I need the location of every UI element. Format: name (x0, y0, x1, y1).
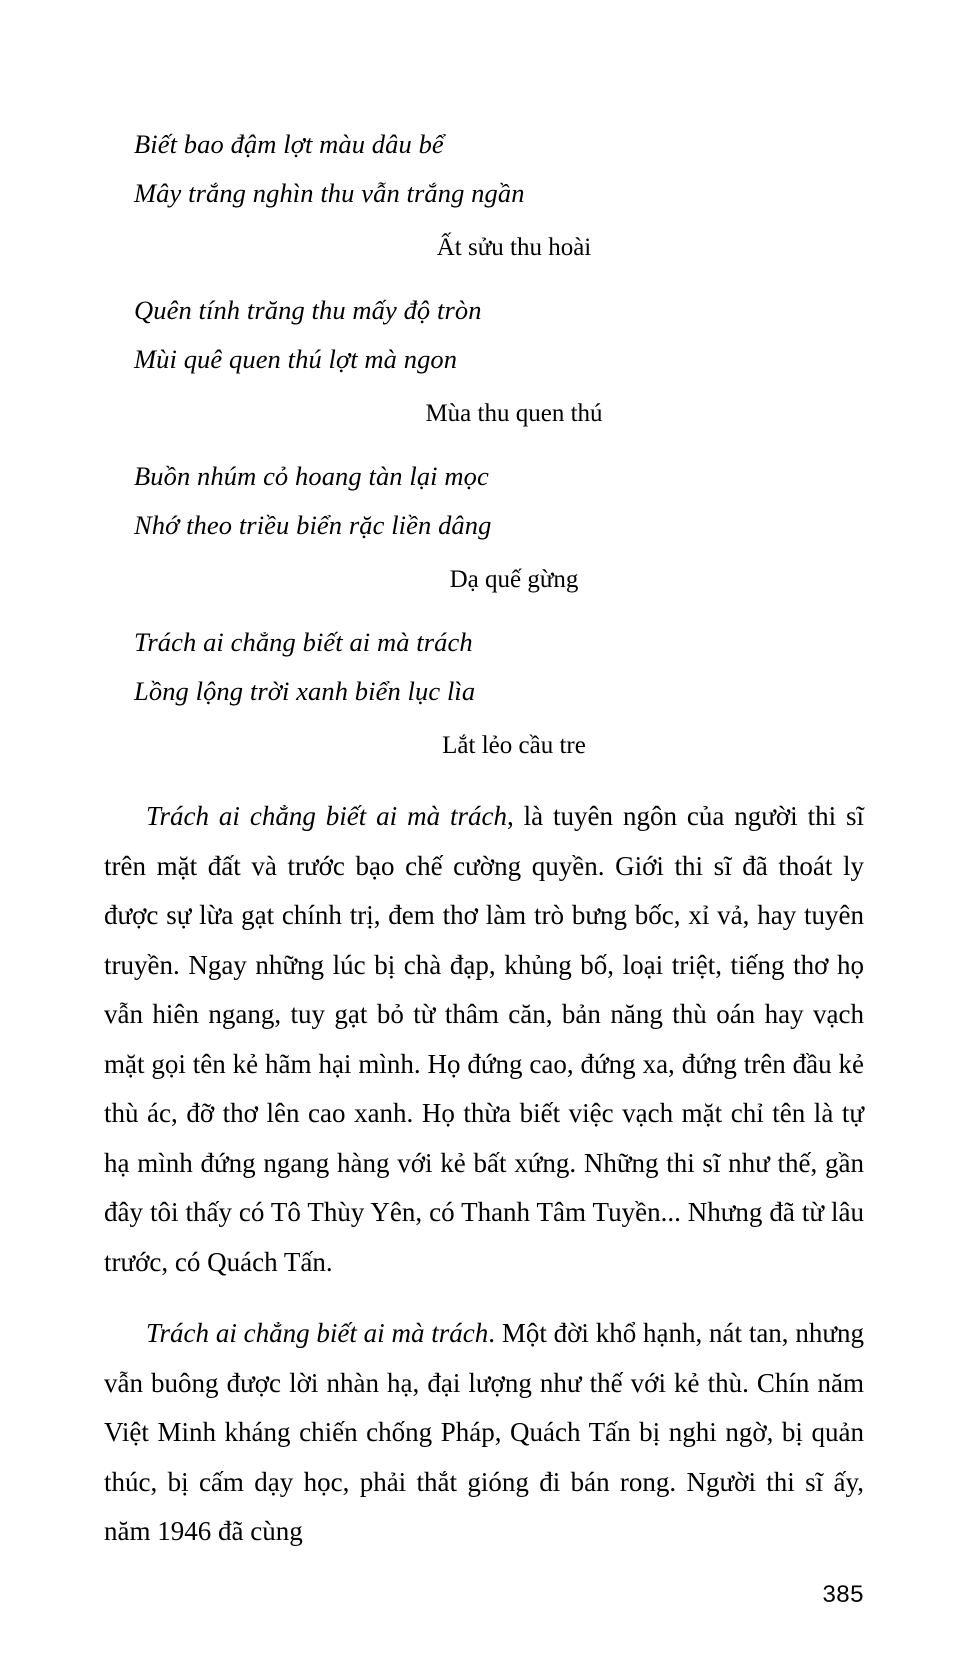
body-paragraph (104, 792, 864, 1287)
paragraph-text: , là tuyên ngôn của người thi sĩ trên mặt đất và trước bạo chế cường quyền. Giới thi sĩ đã thoát ly được sự lừa gạt chính trị, đem thơ làm trò bưng bốc, xỉ vả, hay tuyên truyền. Ngay những lúc bị chà đạp, khủng bố, loại triệt, tiếng thơ họ vẫn hiên ngang, tuy gạt bỏ từ thâm căn, bản năng thù oán hay vạch mặt gọi tên kẻ hãm hại mình. Họ đứng cao, đứng xa, đứng trên đầu kẻ thù ác, đỡ thơ lên cao xanh. Họ thừa biết việc vạch mặt chỉ tên là tự hạ mình đứng ngang hàng với kẻ bất xứng. Những thi sĩ như thế, gần đây tôi thấy có Tô Thùy Yên, có Thanh Tâm Tuyền... Nhưng đã từ lâu trước, có Quách Tấn. (104, 801, 865, 1277)
poem-title: Lắt lẻo cầu tre (442, 732, 586, 759)
paragraph-lead-phrase: Trách ai chẳng biết ai mà trách (146, 801, 507, 831)
poem-line: Trách ai chẳng biết ai mà trách (134, 627, 473, 657)
poem-line: Lồng lộng trời xanh biển lục lìa (134, 676, 476, 706)
poem-block (104, 452, 864, 604)
poem-line: Mây trắng nghìn thu vẫn trắng ngần (134, 178, 525, 208)
poem-block (104, 286, 864, 438)
poem-block (104, 618, 864, 770)
poem-line: Quên tính trăng thu mấy độ tròn (134, 295, 482, 325)
page-number: 385 (822, 1581, 864, 1608)
poem-title: Mùa thu quen thú (425, 400, 603, 427)
body-paragraph (104, 1309, 864, 1557)
poem-line: Biết bao đậm lợt màu dâu bể (134, 129, 444, 159)
poem-block (104, 120, 864, 272)
poem-title: Dạ quế gừng (449, 566, 579, 593)
poem-line: Nhớ theo triều biển rặc liền dâng (134, 510, 492, 540)
poem-title: Ất sửu thu hoài (436, 234, 592, 261)
poem-line: Mùi quê quen thú lợt mà ngon (134, 344, 458, 374)
paragraph-text: . Một đời khổ hạnh, nát tan, nhưng vẫn buông được lời nhàn hạ, đại lượng như thế với kẻ thù. Chín năm Việt Minh kháng chiến chống Pháp, Quách Tấn bị nghi ngờ, bị quản thúc, bị cấm dạy học, phải thắt gióng đi bán rong. Người thi sĩ ấy, năm 1946 đã cùng (104, 1318, 864, 1546)
paragraph-lead-phrase: Trách ai chẳng biết ai mà trách (146, 1318, 489, 1348)
poem-line: Buồn nhúm cỏ hoang tàn lại mọc (134, 461, 489, 491)
